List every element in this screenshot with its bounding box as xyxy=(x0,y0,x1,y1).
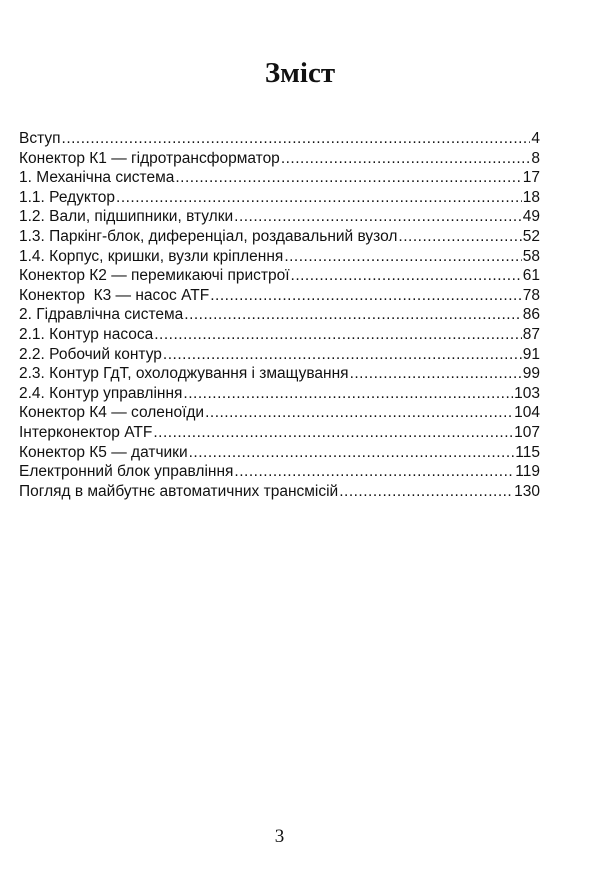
toc-entry-title: Погляд в майбутнє автоматичних трансмісій xyxy=(19,482,339,500)
dot-leader xyxy=(153,423,513,443)
dot-leader xyxy=(163,345,522,365)
toc-entry-page: 4 xyxy=(531,130,540,147)
dot-leader xyxy=(154,325,522,345)
dot-leader xyxy=(116,188,522,208)
toc-entry-title: 1. Механічна система xyxy=(19,169,175,187)
toc-entry-title: Конектор К2 — перемикаючі пристрої xyxy=(19,267,290,285)
toc-entry-title: Конектор К1 — гідротрансформатор xyxy=(19,149,280,167)
toc-entry-connector-k1[interactable] xyxy=(19,149,540,169)
toc-entry-title: Конектор К3 — насос ATF xyxy=(19,286,210,304)
toc-entry-mechanical-system[interactable] xyxy=(19,168,540,188)
dot-leader xyxy=(210,286,522,306)
toc-entry-title: Вступ xyxy=(19,130,61,147)
dot-leader xyxy=(189,443,515,463)
toc-entry-page: 87 xyxy=(522,325,540,343)
toc-entry-housing-covers[interactable] xyxy=(19,247,540,267)
toc-entry-title: 1.2. Вали, підшипники, втулки xyxy=(19,208,234,226)
toc-entry-hydraulic-system[interactable] xyxy=(19,305,540,325)
toc-entry-title: 2.3. Контур ГдТ, охолоджування і змащування xyxy=(19,365,349,383)
toc-entry-page: 58 xyxy=(522,247,540,265)
dot-leader xyxy=(339,482,513,502)
toc-entry-future-outlook[interactable] xyxy=(19,482,540,502)
toc-entry-title: 1.3. Паркінг-блок, диференціал, роздавальний вузол xyxy=(19,227,398,245)
dot-leader xyxy=(184,305,521,325)
toc-entry-electronic-control-unit[interactable] xyxy=(19,462,540,482)
toc-entry-title: Електронний блок управління xyxy=(19,463,234,481)
dot-leader xyxy=(284,247,521,267)
toc-entry-title: 2.2. Робочий контур xyxy=(19,345,162,363)
toc-entry-gearbox[interactable] xyxy=(19,188,540,208)
toc-entry-working-circuit[interactable] xyxy=(19,345,540,365)
toc-entry-introduction[interactable] xyxy=(19,129,540,149)
dot-leader xyxy=(234,207,522,227)
toc-entry-title: Конектор К5 — датчики xyxy=(19,443,188,461)
dot-leader xyxy=(291,266,522,286)
toc-entry-title: 2.1. Контур насоса xyxy=(19,325,154,343)
toc-entry-page: 78 xyxy=(522,286,540,304)
toc-entry-connector-k3[interactable] xyxy=(19,286,540,306)
toc-entry-title: Інтерконектор ATF xyxy=(19,423,153,441)
toc-entry-page: 91 xyxy=(522,345,540,363)
dot-leader xyxy=(234,462,514,482)
toc-entry-pump-circuit[interactable] xyxy=(19,325,540,345)
toc-entry-title: 1.1. Редуктор xyxy=(19,188,116,206)
toc-entry-connector-k2[interactable] xyxy=(19,266,540,286)
dot-leader xyxy=(205,403,513,423)
toc-entry-title: 1.4. Корпус, кришки, вузли кріплення xyxy=(19,247,284,265)
toc-entry-page: 115 xyxy=(515,443,540,461)
toc-entry-page: 86 xyxy=(522,306,540,324)
toc-entry-page: 17 xyxy=(522,169,540,187)
dot-leader xyxy=(398,227,521,247)
dot-leader xyxy=(281,149,531,169)
dot-leader xyxy=(350,364,522,384)
toc-entry-torque-converter-circuit[interactable] xyxy=(19,364,540,384)
toc-entry-page: 8 xyxy=(531,149,540,167)
toc-entry-control-circuit[interactable] xyxy=(19,384,540,404)
dot-leader xyxy=(175,168,521,188)
toc-entry-page: 130 xyxy=(514,482,540,500)
toc-entry-page: 107 xyxy=(514,423,540,441)
toc-entry-page: 18 xyxy=(522,188,540,206)
dot-leader xyxy=(183,384,513,404)
toc-entry-page: 119 xyxy=(515,463,540,481)
toc-entry-page: 104 xyxy=(514,404,540,422)
page-number: 3 xyxy=(274,826,285,847)
toc-entry-shafts-bearings[interactable] xyxy=(19,207,540,227)
dot-leader xyxy=(62,129,531,149)
toc-entry-connector-k5[interactable] xyxy=(19,443,540,463)
toc-entry-page: 99 xyxy=(522,365,540,383)
toc-entry-interconnector-atf[interactable] xyxy=(19,423,540,443)
toc-entry-title: 2.4. Контур управління xyxy=(19,384,183,402)
toc-entry-page: 61 xyxy=(522,267,540,285)
toc-entry-parking-differential[interactable] xyxy=(19,227,540,247)
toc-entry-page: 52 xyxy=(522,227,540,245)
toc-entry-title: Конектор К4 — соленоїди xyxy=(19,404,205,422)
page-title: Зміст xyxy=(264,57,336,89)
toc-entry-connector-k4[interactable] xyxy=(19,403,540,423)
toc-entry-title: 2. Гідравлічна система xyxy=(19,306,184,324)
table-of-contents xyxy=(19,129,540,501)
toc-entry-page: 49 xyxy=(522,208,540,226)
toc-entry-page: 103 xyxy=(514,384,540,402)
